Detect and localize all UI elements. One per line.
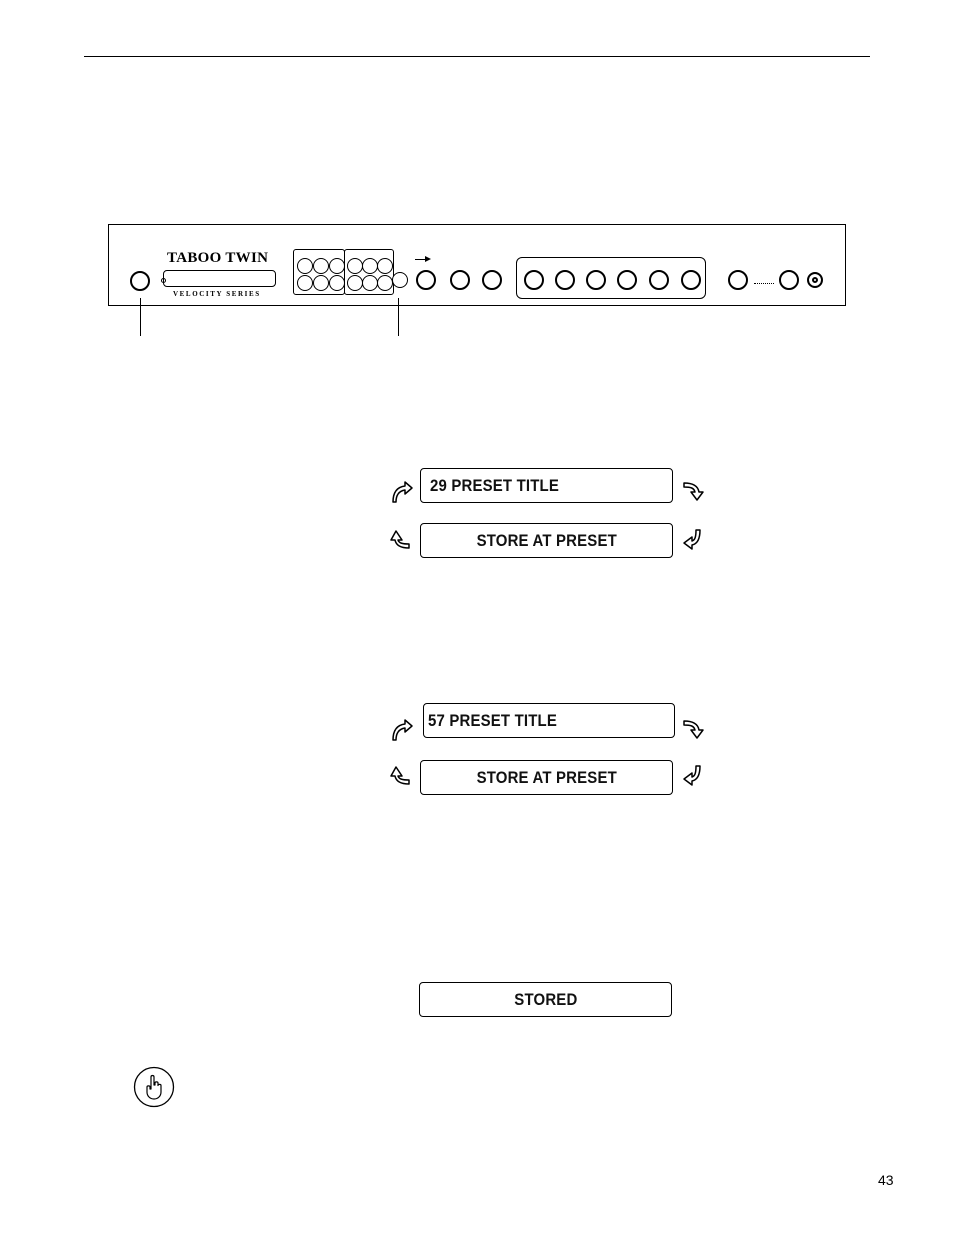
panel-arrowhead: [425, 256, 431, 262]
panel-display: [163, 270, 276, 287]
tone-knob-presence[interactable]: [649, 270, 669, 290]
page-number: 43: [878, 1172, 894, 1188]
effect-button[interactable]: [377, 258, 393, 274]
tone-knob-high[interactable]: [617, 270, 637, 290]
callout-line-store: [398, 298, 399, 336]
lcd-display-stored: STORED: [419, 982, 672, 1017]
tone-knob-gain[interactable]: [524, 270, 544, 290]
input-jack[interactable]: [807, 272, 823, 288]
curved-arrow-back-left-icon: [386, 527, 412, 553]
curved-arrow-enter-icon: [681, 527, 707, 553]
tone-controls-group: [516, 257, 706, 299]
effect-button[interactable]: [377, 275, 393, 291]
effect-button[interactable]: [347, 275, 363, 291]
amp-front-panel: [108, 224, 846, 306]
panel-series: VELOCITY SERIES: [173, 290, 261, 298]
effect-button[interactable]: [297, 258, 313, 274]
curved-arrow-up-right-icon: [388, 716, 414, 742]
effect-button[interactable]: [329, 275, 345, 291]
dotted-separator: [754, 283, 774, 284]
curved-arrow-up-right-icon: [388, 478, 414, 504]
store-button[interactable]: [392, 272, 408, 288]
effect-button[interactable]: [297, 275, 313, 291]
curved-arrow-back-left-icon: [386, 763, 412, 789]
effect-button[interactable]: [313, 275, 329, 291]
lcd-display-preset-title-1: 29 PRESET TITLE: [420, 468, 673, 503]
select-knob-2[interactable]: [450, 270, 470, 290]
callout-line-preset: [140, 298, 141, 336]
top-rule: [84, 56, 870, 57]
preset-knob[interactable]: [130, 271, 150, 291]
panel-brand: TABOO TWIN: [167, 250, 269, 266]
effect-button[interactable]: [362, 258, 378, 274]
effect-button[interactable]: [313, 258, 329, 274]
effect-button[interactable]: [362, 275, 378, 291]
effect-button[interactable]: [329, 258, 345, 274]
lcd-display-store-at-preset-1: STORE AT PRESET: [420, 523, 673, 558]
curved-arrow-down-right-icon: [681, 478, 707, 504]
lcd-display-store-at-preset-2: STORE AT PRESET: [420, 760, 673, 795]
curved-arrow-enter-icon: [681, 763, 707, 789]
tone-knob-master[interactable]: [681, 270, 701, 290]
lcd-display-preset-title-2: 57 PRESET TITLE: [423, 703, 675, 738]
output-knob[interactable]: [728, 270, 748, 290]
select-knob-3[interactable]: [482, 270, 502, 290]
tone-knob-mid[interactable]: [586, 270, 606, 290]
effect-button[interactable]: [347, 258, 363, 274]
select-knob-1[interactable]: [416, 270, 436, 290]
tone-knob-low[interactable]: [555, 270, 575, 290]
input-knob[interactable]: [779, 270, 799, 290]
curved-arrow-down-right-icon: [681, 716, 707, 742]
pointing-hand-icon: [133, 1066, 175, 1108]
